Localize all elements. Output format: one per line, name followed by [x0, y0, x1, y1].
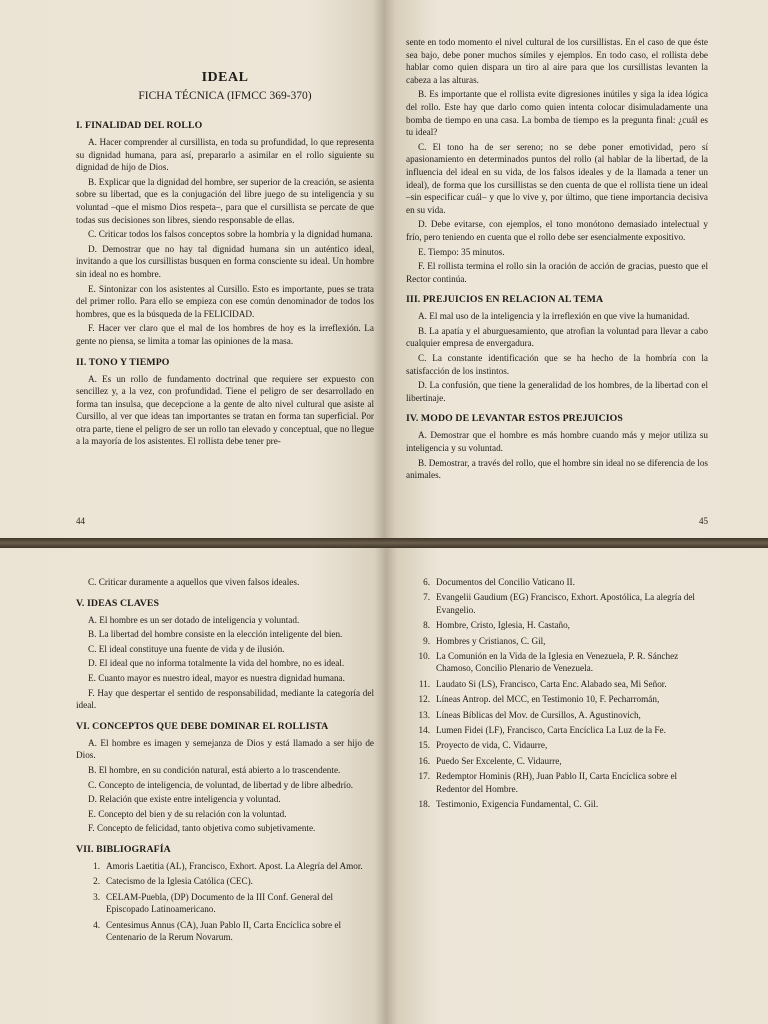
page-44 [0, 0, 384, 538]
item-number: 3. [93, 891, 100, 902]
paragraph: B. Explicar que la dignidad del hombre, ser superior de la creación, se asienta sobre su libertad, que es la conjugación del libre juego de su inteligencia y su voluntad –que el mismo Dios respeta–, para que el cursillista se percate de que todas sus decisiones son libres, siendo responsable de ellas. [76, 176, 374, 225]
item-text: Evangelii Gaudium (EG) Francisco, Exhort. Apostólica, La alegría del Evangelio. [436, 592, 695, 615]
paragraph: A. Hacer comprender al cursillista, en toda su profundidad, lo que representa su dignidad humana, para así, prepararlo a asimilar en el rollo siguiente su dignidad de hijo de Dios. [76, 137, 374, 173]
page-47 [386, 548, 768, 1024]
paragraph: A. El mal uso de la inteligencia y la irreflexión en que vive la humanidad. [418, 311, 690, 322]
section-heading: II. TONO Y TIEMPO [76, 356, 170, 368]
paragraph: F. Hacer ver claro que el mal de los hombres de hoy es la irreflexión. La gente no piensa, se limita a tomar las opiniones de la masa. [76, 323, 374, 346]
paragraph: E. Sintonizar con los asistentes al Cursillo. Esto es importante, pues se trata del primer rollo. Para ello se empieza con ese común denominador de todos los hombres, que es la búsqueda de la FELICIDAD. [76, 283, 374, 319]
item-number: 13. [418, 709, 430, 720]
section-heading: III. PREJUICIOS EN RELACION AL TEMA [406, 294, 604, 306]
paragraph: D. La confusión, que tiene la generalidad de los hombres, de la libertad con el libertinaje. [406, 380, 708, 403]
item-text: Líneas Antrop. del MCC, en Testimonio 10, F. Pecharromán, [436, 694, 660, 705]
bibliography-item [406, 739, 712, 751]
bibliography-item [406, 798, 712, 810]
item-number: 12. [418, 694, 430, 705]
paragraph: C. La constante identificación que se ha hecho de la hombría con la satisfacción de los instintos. [406, 353, 708, 376]
item-number: 14. [418, 725, 430, 736]
paragraph: A. El hombre es imagen y semejanza de Dios y está llamado a ser hijo de Dios. [76, 737, 374, 761]
bibliography-item [406, 770, 712, 795]
bibliography-item [406, 576, 712, 588]
bibliography-item [406, 693, 712, 705]
paragraph: A. El hombre es un ser dotado de inteligencia y voluntad. [88, 614, 300, 625]
paragraph: C. Criticar duramente a aquellos que viven falsos ideales. [88, 577, 300, 587]
section-heading: V. IDEAS CLAVES [76, 597, 160, 609]
paragraph: C. El tono ha de ser sereno; no se debe poner emotividad, pero sí apasionamiento en determinados puntos del rollo (al hablar de la libertad, de la influencia del ideal en su vida, de los falsos ideales y de la llamada a tener un ideal), de forma que los cursillistas se den cuenta de que el rollista tiene un ideal –sin especificar cuál– y que lo vive y, por último, que tiene importancia decisiva en su vida. [406, 141, 708, 215]
item-number: 1. [93, 860, 100, 871]
section-heading: VII. BIBLIOGRAFÍA [76, 843, 171, 855]
paragraph: B. La apatía y el aburguesamiento, que atrofian la voluntad para llevar a cabo cualquier empresa de envergadura. [406, 325, 708, 349]
page-divider [0, 538, 768, 548]
item-number: 18. [418, 799, 430, 810]
paragraph: B. La libertad del hombre consiste en la elección inteligente del bien. [88, 629, 343, 640]
paragraph: C. El ideal constituye una fuente de vida y de ilusión. [88, 643, 285, 654]
paragraph: F. Hay que despertar el sentido de responsabilidad, mediante la categoría del ideal. [76, 687, 374, 711]
page-number: 45 [699, 516, 708, 526]
bibliography-item [76, 875, 374, 887]
item-number: 16. [418, 755, 430, 766]
paragraph: D. Demostrar que no hay tal dignidad humana sin un auténtico ideal, invitando a que los cursillistas busquen en forma consciente su ideal. Un hombre sin ideal no es hombre. [76, 243, 374, 279]
item-text: Testimonio, Exigencia Fundamental, C. Gil. [436, 799, 599, 810]
bibliography-item [76, 860, 374, 872]
item-text: Amoris Laetitia (AL), Francisco, Exhort. Apost. La Alegría del Amor. [106, 860, 363, 871]
bibliography-item [406, 635, 712, 647]
page-number: 44 [76, 516, 85, 526]
bibliography-item [76, 891, 374, 916]
item-number: 9. [423, 635, 430, 646]
paragraph: F. El rollista termina el rollo sin la oración de acción de gracias, puesto que el Rector continúa. [406, 261, 708, 284]
paragraph: A. Demostrar que el hombre es más hombre cuando más y mejor utiliza su inteligencia y su voluntad. [406, 430, 708, 454]
item-text: Documentos del Concilio Vaticano II. [436, 577, 575, 587]
paragraph: E. Tiempo: 35 minutos. [418, 246, 505, 257]
bibliography-item [406, 619, 712, 631]
item-text: Redemptor Hominis (RH), Juan Pablo II, Carta Encíclica sobre el Redentor del Hombre. [436, 771, 678, 794]
item-text: Líneas Bíblicas del Mov. de Cursillos, A. Agustinovich, [436, 709, 641, 720]
item-text: Laudato Si (LS), Francisco, Carta Enc. Alabado sea, Mi Señor. [436, 678, 667, 689]
bibliography-item [76, 919, 374, 944]
document-title: IDEAL [201, 70, 249, 85]
paragraph: C. Concepto de inteligencia, de voluntad, de libertad y de libre albedrío. [88, 779, 354, 790]
item-number: 4. [93, 919, 100, 930]
bibliography-item [406, 709, 712, 721]
section-heading: I. FINALIDAD DEL ROLLO [76, 120, 203, 131]
item-number: 10. [418, 651, 430, 662]
item-number: 8. [423, 620, 430, 631]
bibliography-item [406, 724, 712, 736]
paragraph: B. El hombre, en su condición natural, está abierto a lo trascendente. [88, 764, 341, 775]
paragraph: D. El ideal que no informa totalmente la vida del hombre, no es ideal. [88, 658, 345, 669]
item-text: Centesimus Annus (CA), Juan Pablo II, Carta Encíclica sobre el Centenario de la Rerum Novarum. [106, 919, 341, 942]
page-46 [0, 548, 386, 1024]
bibliography-item [406, 678, 712, 690]
item-text: Catecismo de la Iglesia Católica (CEC). [106, 876, 253, 887]
page-45 [384, 0, 768, 538]
item-text: CELAM-Puebla, (DP) Documento de la III Conf. General del Episcopado Latinoamericano. [106, 891, 334, 915]
bibliography-item [406, 755, 712, 767]
paragraph: sente en todo momento el nivel cultural de los cursillistas. En el caso de que éste sea bajo, debe poner muchos símiles y ejemplos. En todo caso, el rollista debe hablar como quien dispara un tiro al aire para que los cursillistas levanten la cabeza a las alturas. [406, 37, 708, 85]
bibliography-list [406, 576, 712, 811]
paragraph: B. Es importante que el rollista evite digresiones inútiles y siga la idea lógica del rollo. Este hay que darlo como quien intenta colocar disimuladamente una bomba de tiempo en una casa. La bomba de tiempo es la pregunta final: ¿cuál es tu ideal? [406, 89, 708, 138]
item-number: 2. [93, 876, 100, 887]
item-text: Puedo Ser Excelente, C. Vidaurre, [436, 755, 562, 766]
paragraph: D. Relación que existe entre inteligencia y voluntad. [88, 794, 281, 805]
section-heading: IV. MODO DE LEVANTAR ESTOS PREJUICIOS [406, 413, 623, 425]
paragraph: A. Es un rollo de fundamento doctrinal que requiere ser expuesto con sencillez y, a la vez, con profundidad. Tiene el peligro de ser desarrollado en forma tan insulsa, que decepcione a la gente de alto nivel cultural que asiste al Cursillo, al ver que ideas tan importantes se tratan en forma tan superficial. Por otra parte, tiene el peligro de ser un rollo tan elevado y conceptual, que no llegue a la mayoría de los asistentes. El rollista debe tener pre- [76, 373, 374, 447]
item-number: 17. [418, 771, 430, 782]
paragraph: D. Debe evitarse, con ejemplos, el tono monótono demasiado intelectual y frío, pero teniendo en cuenta que el rollo debe ser esencialmente expositivo. [406, 219, 708, 242]
paragraph: E. Concepto del bien y de su relación con la voluntad. [88, 808, 287, 819]
item-number: 7. [423, 592, 430, 603]
item-number: 11. [418, 678, 430, 689]
bibliography-item [406, 650, 712, 675]
item-number: 6. [423, 577, 430, 587]
item-number: 15. [418, 740, 430, 751]
item-text: Hombre, Cristo, Iglesia, H. Castaño, [436, 620, 570, 631]
paragraph: C. Criticar todos los falsos conceptos sobre la hombría y la dignidad humana. [88, 229, 373, 240]
paragraph: B. Demostrar, a través del rollo, que el hombre sin ideal no se diferencia de los animales. [406, 457, 708, 481]
item-text: Lumen Fidei (LF), Francisco, Carta Encíclica La Luz de la Fe. [436, 725, 666, 736]
section-heading: VI. CONCEPTOS QUE DEBE DOMINAR EL ROLLISTA [76, 720, 329, 732]
item-text: Proyecto de vida, C. Vidaurre, [436, 740, 548, 751]
item-text: Hombres y Cristianos, C. Gil, [436, 635, 546, 646]
item-text: La Comunión en la Vida de la Iglesia en Venezuela, P. R. Sánchez Chamoso, Concilio Plenario de Venezuela. [436, 651, 679, 674]
document-subtitle: FICHA TÉCNICA (IFMCC 369-370) [138, 90, 312, 102]
paragraph: F. Concepto de felicidad, tanto objetiva como subjetivamente. [88, 823, 316, 834]
bibliography-list [76, 860, 374, 943]
bibliography-item [406, 591, 712, 616]
paragraph: E. Cuanto mayor es nuestro ideal, mayor es nuestra dignidad humana. [88, 672, 345, 683]
